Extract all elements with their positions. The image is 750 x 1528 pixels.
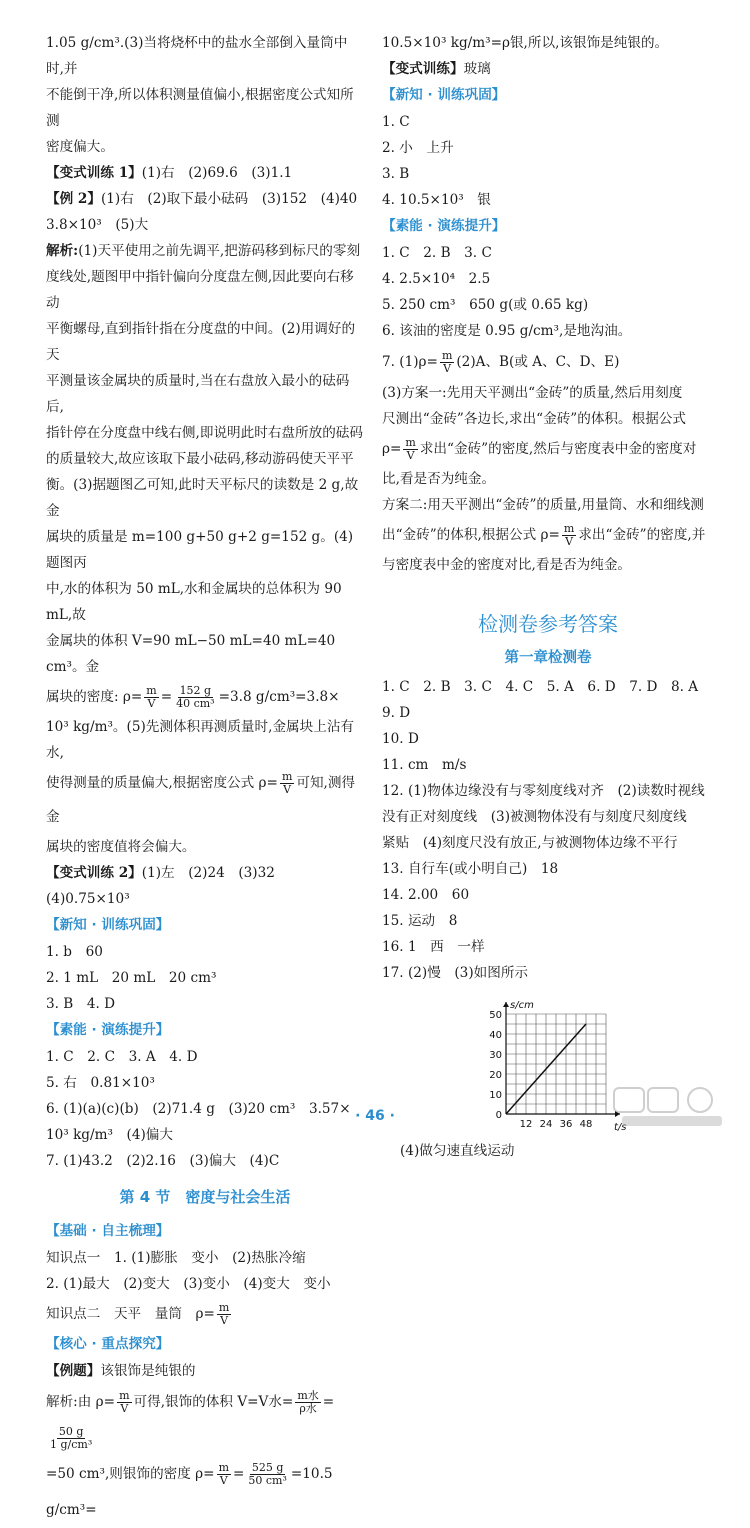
answer-item: 10³ kg/m³ (4)偏大 [46, 1127, 173, 1143]
section-heading-new-knowledge: 【新知 · 训练巩固】 [382, 87, 506, 103]
text-line: 10³ kg/m³。(5)先测体积再测质量时,金属块上沾有水, [46, 719, 355, 761]
y-tick-label: 50 [489, 1010, 502, 1021]
variant-training-2 [46, 860, 364, 912]
y-tick-label: 30 [489, 1050, 502, 1061]
answer-item: 16. 1 西 一样 [382, 939, 485, 955]
text-line: 不能倒干净,所以体积测量值偏小,根据密度公式知所测 [46, 87, 354, 129]
variant-training-1 [46, 160, 364, 186]
answer-item: 1. b 60 [46, 944, 103, 960]
y-tick-label: 10 [489, 1090, 502, 1101]
watermark-logo [612, 1084, 732, 1134]
fraction: $\frac{m}{V}$ [218, 1301, 230, 1327]
knowledge-point-1b: 2. (1)最大 (2)变大 (3)变小 (4)变大 变小 [46, 1276, 331, 1292]
text-line: 属块的密度值将会偏大。 [46, 839, 196, 855]
right-column [382, 30, 714, 1164]
answer-item: 17. (2)慢 (3)如图所示 [382, 965, 529, 981]
answer-item: 6. (1)(a)(c)(b) (2)71.4 g (3)20 cm³ 3.57× [46, 1101, 351, 1117]
label: 【变式训练 1】 [46, 165, 142, 181]
page-number: · 46 · [355, 1108, 395, 1124]
answer-item: 3. B [382, 166, 410, 182]
x-tick-label: 36 [559, 1119, 573, 1130]
answer-item: 10. D [382, 731, 419, 747]
label: 【例 2】 [46, 191, 101, 207]
x-axis-label: t/s [614, 1122, 627, 1133]
text-line: 10.5×10³ kg/m³=ρ银,所以,该银饰是纯银的。 [382, 35, 669, 51]
y-tick-label: 20 [489, 1070, 502, 1081]
answer-item: 5. 右 0.81×10³ [46, 1075, 155, 1091]
text-line: 与密度表中金的密度对比,看是否为纯金。 [382, 557, 632, 573]
text-line: 属块的质量是 m=100 g+50 g+2 g=152 g。(4)题图丙 [46, 529, 354, 571]
answer-item: 12. (1)物体边缘没有与零刻度线对齐 (2)读数时视线 [382, 783, 705, 799]
fraction: $\frac{525 g}{\text{50 cm³}}$ [248, 1461, 287, 1487]
x-tick-label: 12 [519, 1119, 533, 1130]
example-analysis-line: 解析:由 ρ= $\frac{m}{V}$ 可得,银饰的体积 V=V水= $\frac{\text{m水}}{\text{ρ水}}$ = $\frac{50 g}{\text{1 g/cm³}}$ [46, 1389, 335, 1451]
text-line: 密度偏大。 [46, 139, 114, 155]
fraction: $\frac{m}{V}$ [146, 684, 157, 710]
answer-item: 7. (1)43.2 (2)2.16 (3)偏大 (4)C [46, 1153, 280, 1169]
section-heading-basics: 【基础 · 自主梳理】 [46, 1223, 170, 1239]
text-line: 3.8×10³ (5)大 [46, 217, 149, 233]
section-heading-core: 【核心 · 重点探究】 [46, 1336, 170, 1352]
answer-item: 2. 1 mL 20 mL 20 cm³ [46, 970, 217, 986]
section-heading-ability: 【素能 · 演练提升】 [382, 218, 506, 234]
label: 解析: [46, 243, 79, 259]
example-analysis-line-2: =50 cm³,则银饰的密度 ρ= $\frac{m}{V}$ = $\frac{525 g}{\text{50 cm³}}$ =10.5 g/cm³= [46, 1461, 333, 1518]
example-line: 【例题】该银饰是纯银的 [46, 1363, 196, 1379]
text-line: 平衡螺母,直到指针指在分度盘的中间。(2)用调好的天 [46, 321, 356, 363]
fraction: $\frac{m}{V}$ [119, 1389, 130, 1415]
answer-item: 3. B 4. D [46, 996, 116, 1012]
answer-item: 1. C [382, 114, 410, 130]
text-line: 指针停在分度盘中线右侧,即说明此时右盘所放的砝码 [46, 425, 363, 441]
fraction: $\frac{m}{V}$ [281, 770, 293, 796]
answer-item: 13. 自行车(或小明自己) 18 [382, 861, 559, 877]
answer-item: 5. 250 cm³ 650 g(或 0.65 kg) [382, 297, 589, 313]
section-heading-ability: 【素能 · 演练提升】 [46, 1022, 170, 1038]
fraction: $\frac{m}{V}$ [563, 522, 575, 548]
answer-key-title: 检测卷参考答案 [478, 612, 618, 636]
answer-item: 14. 2.00 60 [382, 887, 470, 903]
text-line: 1.05 g/cm³.(3)当将烧杯中的盐水全部倒入量筒中时,并 [46, 35, 348, 77]
left-column [46, 30, 364, 1528]
fraction: $\frac{\text{m水}}{\text{ρ水}}$ [297, 1389, 319, 1415]
text-line: 的质量较大,故应该取下最小砝码,移动游码使天平平 [46, 451, 354, 467]
text-line: 金属块的体积 V=90 mL−50 mL=40 mL=40 cm³。金 [46, 633, 336, 675]
x-tick-label: 48 [579, 1119, 593, 1130]
formula-line: 出“金砖”的体积,根据公式 ρ= $\frac{m}{V}$ 求出“金砖”的密度,并 [382, 522, 706, 548]
text-line: 平测量该金属块的质量时,当在右盘放入最小的砝码后, [46, 373, 350, 415]
fraction: $\frac{152 g}{\text{40 cm³}}$ [176, 684, 215, 710]
answer-item: 紧贴 (4)刻度尺没有放正,与被测物体边缘不平行 [382, 835, 678, 851]
knowledge-point-2: 知识点二 天平 量筒 ρ= $\frac{m}{V}$ [46, 1301, 230, 1327]
y-tick-label: 0 [495, 1110, 502, 1121]
formula-line: 使得测量的质量偏大,根据密度公式 ρ= $\frac{m}{V}$ 可知,测得金 [46, 770, 356, 825]
y-axis-arrow [503, 1002, 509, 1007]
answer-item-7: 7. (1)ρ= $\frac{m}{V}$ (2)A、B(或 A、C、D、E) [382, 349, 620, 375]
fraction: $\frac{m}{V}$ [218, 1461, 229, 1487]
label: 【例题】 [46, 1363, 101, 1379]
y-axis-label: s/cm [510, 1000, 534, 1011]
answer-item: 6. 该油的密度是 0.95 g/cm³,是地沟油。 [382, 323, 632, 339]
chapter-test-title: 第一章检测卷 [504, 650, 592, 666]
text-line: 衡。(3)据题图乙可知,此时天平标尺的读数是 2 g,故金 [46, 477, 359, 519]
example-2 [46, 186, 364, 212]
answer: (1)右 (2)69.6 (3)1.1 [141, 165, 293, 181]
watermark-icon [612, 1084, 732, 1130]
answer-item: 4. 2.5×10⁴ 2.5 [382, 271, 491, 287]
answer-item: 没有正对刻度线 (3)被测物体没有与刻度尺刻度线 [382, 809, 687, 825]
text-line: 方案二:用天平测出“金砖”的质量,用量筒、水和细线测 [382, 497, 704, 513]
text: (1)天平使用之前先调平,把游码移到标尺的零刻 [78, 243, 361, 259]
x-tick-label: 24 [539, 1119, 553, 1130]
text-line: 度线处,题图甲中指针偏向分度盘左侧,因此要向右移动 [46, 269, 354, 311]
formula-line: ρ= $\frac{m}{V}$ 求出“金砖”的密度,然后与密度表中金的密度对 [382, 436, 697, 462]
text-line: (3)方案一:先用天平测出“金砖”的质量,然后用刻度 [382, 385, 683, 401]
knowledge-point-1: 知识点一 1. (1)膨胀 变小 (2)热胀冷缩 [46, 1250, 306, 1266]
analysis-line [46, 238, 364, 264]
answer-item: 1. C 2. B 3. C 4. C 5. A 6. D 7. D 8. A 9. D [382, 679, 712, 721]
section-heading-new-knowledge: 【新知 · 训练巩固】 [46, 917, 170, 933]
answer-item: 1. C 2. C 3. A 4. D [46, 1049, 198, 1065]
answer-item: (4)做匀速直线运动 [400, 1143, 515, 1159]
label: 【变式训练 2】 [46, 865, 142, 881]
answer: (1)左 (2)24 (3)32 (4)0.75×10³ [46, 865, 289, 907]
answer: (1)右 (2)取下最小砝码 (3)152 (4)40 [100, 191, 358, 207]
text-line: 比,看是否为纯金。 [382, 471, 496, 487]
fraction: $\frac{m}{V}$ [441, 349, 453, 375]
answer-item: 11. cm m/s [382, 757, 467, 773]
density-formula-line: 属块的密度: ρ= $\frac{m}{V}$ = $\frac{152 g}{\text{40 cm³}}$ =3.8 g/cm³=3.8× [46, 684, 340, 710]
answer-item: 4. 10.5×10³ 银 [382, 192, 491, 208]
answer-item: 1. C 2. B 3. C [382, 245, 492, 261]
fraction: $\frac{50 g}{\text{1 g/cm³}}$ [50, 1425, 93, 1451]
text-line: 尺测出“金砖”各边长,求出“金砖”的体积。根据公式 [382, 411, 686, 427]
label: 【变式训练】 [382, 61, 464, 77]
variant-training: 【变式训练】玻璃 [382, 61, 491, 77]
answer-item: 2. 小 上升 [382, 140, 454, 156]
y-tick-label: 40 [489, 1030, 502, 1041]
section-title: 第 4 节 密度与社会生活 [119, 1188, 291, 1206]
answer-item: 15. 运动 8 [382, 913, 458, 929]
text-line: 中,水的体积为 50 mL,水和金属块的总体积为 90 mL,故 [46, 581, 342, 623]
fraction: $\frac{m}{V}$ [405, 436, 416, 462]
